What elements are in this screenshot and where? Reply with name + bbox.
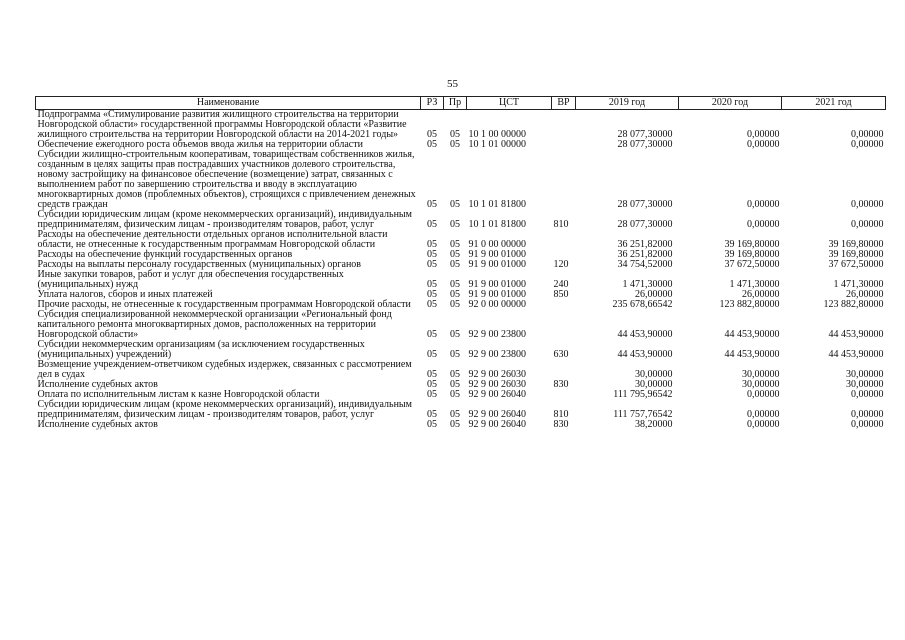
- cell-pr: 05: [450, 239, 460, 250]
- table-header-row: [36, 97, 886, 110]
- column-header-cst: ЦСТ: [467, 97, 552, 110]
- cell-rz: 05: [427, 279, 437, 290]
- cell-2020: 1 471,30000: [729, 279, 780, 290]
- cell-2020: 0,00000: [747, 409, 780, 420]
- cell-2019: 28 077,30000: [617, 129, 673, 140]
- cell-2020: 44 453,90000: [724, 329, 780, 340]
- cell-2019: 44 453,90000: [617, 349, 673, 360]
- cell-name: Исполнение судебных актов: [37, 379, 158, 390]
- cell-vr: 240: [553, 279, 569, 290]
- cell-2020: 0,00000: [747, 139, 780, 150]
- cell-pr: 05: [450, 199, 460, 210]
- cell-cst: 92 9 00 26040: [468, 419, 526, 430]
- cell-2020: 39 169,80000: [724, 249, 780, 260]
- cell-rz: 05: [427, 329, 437, 340]
- cell-rz: 05: [427, 299, 437, 310]
- cell-2020: 44 453,90000: [724, 349, 780, 360]
- table-row: [36, 210, 886, 230]
- cell-pr: 05: [450, 279, 460, 290]
- cell-2021: 39 169,80000: [828, 239, 884, 250]
- table-row: [36, 360, 886, 380]
- cell-vr: [552, 140, 576, 150]
- cell-2019: 30,00000: [635, 379, 673, 390]
- cell-2019: 28 077,30000: [617, 199, 673, 210]
- page-number: 55: [447, 78, 458, 90]
- cell-2021: 30,00000: [846, 369, 884, 380]
- column-header-rz: РЗ: [421, 97, 444, 110]
- cell-2019: 36 251,82000: [617, 249, 673, 260]
- cell-vr: 810: [553, 219, 569, 230]
- cell-rz: 05: [427, 249, 437, 260]
- cell-cst: 92 9 00 26030: [468, 369, 526, 380]
- cell-vr: 850: [553, 289, 569, 300]
- cell-pr: 05: [450, 349, 460, 360]
- cell-cst: 10 1 00 00000: [468, 129, 526, 140]
- cell-vr: 810: [553, 409, 569, 420]
- table-row: [36, 400, 886, 420]
- cell-vr: [552, 390, 576, 400]
- cell-2019: 28 077,30000: [617, 219, 673, 230]
- cell-pr: 05: [450, 219, 460, 230]
- cell-2019: 26,00000: [635, 289, 673, 300]
- cell-cst: 10 1 01 81800: [468, 199, 526, 210]
- cell-name: Расходы на выплаты персоналу государственных (муниципальных) органов: [37, 259, 362, 270]
- cell-cst: 10 1 01 00000: [468, 139, 526, 150]
- cell-2020: 0,00000: [747, 419, 780, 430]
- cell-2021: 0,00000: [851, 389, 884, 400]
- cell-rz: 05: [427, 129, 437, 140]
- cell-cst: 92 9 00 26040: [468, 409, 526, 420]
- cell-name: Возмещение учреждением-ответчиком судебных издержек, связанных с рассмотрением дел в судах: [37, 359, 412, 380]
- cell-2021: 0,00000: [851, 139, 884, 150]
- cell-pr: 05: [450, 299, 460, 310]
- table-body: [36, 110, 886, 431]
- cell-pr: 05: [450, 249, 460, 260]
- cell-2020: 0,00000: [747, 389, 780, 400]
- cell-vr: [552, 300, 576, 310]
- cell-2019: 28 077,30000: [617, 139, 673, 150]
- cell-2019: 34 754,52000: [617, 259, 673, 270]
- cell-rz: 05: [427, 239, 437, 250]
- cell-pr: 05: [450, 409, 460, 420]
- cell-2019: 38,20000: [635, 419, 673, 430]
- cell-vr: [552, 230, 576, 250]
- cell-rz: 05: [427, 139, 437, 150]
- table-row: [36, 310, 886, 340]
- cell-name: Подпрограмма «Стимулирование развития жилищного строительства на территории Новгородской области» государственной программы Новгородской области «Развитие жилищного строительства на территории Новгородской области на 2014-2021 годы»: [37, 109, 407, 140]
- cell-2021: 0,00000: [851, 129, 884, 140]
- cell-pr: 05: [450, 369, 460, 380]
- column-header-2021: 2021 год: [782, 97, 886, 110]
- cell-2021: 0,00000: [851, 199, 884, 210]
- cell-name: Уплата налогов, сборов и иных платежей: [37, 289, 213, 300]
- cell-2020: 26,00000: [742, 289, 780, 300]
- cell-rz: 05: [427, 289, 437, 300]
- cell-2019: 111 757,76542: [613, 409, 673, 420]
- cell-name: Расходы на обеспечение функций государственных органов: [37, 249, 293, 260]
- cell-name: Субсидия специализированной некоммерческой организации «Региональный фонд капитального ремонта многоквартирных домов, расположенных на территории Новгородской области»: [37, 309, 392, 340]
- cell-cst: 92 9 00 26040: [468, 389, 526, 400]
- cell-rz: 05: [427, 349, 437, 360]
- cell-2021: 37 672,50000: [828, 259, 884, 270]
- cell-vr: 120: [553, 259, 569, 270]
- cell-cst: 92 9 00 23800: [468, 329, 526, 340]
- cell-2021: 44 453,90000: [828, 349, 884, 360]
- cell-2020: 0,00000: [747, 199, 780, 210]
- cell-pr: 05: [450, 419, 460, 430]
- cell-cst: 91 9 00 01000: [468, 249, 526, 260]
- table-row: [36, 270, 886, 290]
- cell-rz: 05: [427, 259, 437, 270]
- cell-2021: 1 471,30000: [833, 279, 884, 290]
- cell-cst: 92 9 00 26030: [468, 379, 526, 390]
- cell-pr: 05: [450, 379, 460, 390]
- cell-2020: 0,00000: [747, 129, 780, 140]
- cell-rz: 05: [427, 379, 437, 390]
- cell-name: Иные закупки товаров, работ и услуг для обеспечения государственных (муниципальных) нужд: [37, 269, 344, 290]
- cell-cst: 91 9 00 01000: [468, 289, 526, 300]
- column-header-vr: ВР: [552, 97, 576, 110]
- cell-name: Прочие расходы, не отнесенные к государственным программам Новгородской области: [37, 299, 411, 310]
- table-row: [36, 230, 886, 250]
- cell-2020: 30,00000: [742, 369, 780, 380]
- cell-rz: 05: [427, 389, 437, 400]
- cell-2021: 0,00000: [851, 409, 884, 420]
- cell-vr: [552, 110, 576, 141]
- cell-vr: [552, 150, 576, 210]
- cell-vr: 830: [553, 379, 569, 390]
- cell-pr: 05: [450, 389, 460, 400]
- cell-rz: 05: [427, 199, 437, 210]
- cell-cst: 91 0 00 00000: [468, 239, 526, 250]
- budget-table: [35, 96, 886, 430]
- cell-cst: 92 9 00 23800: [468, 349, 526, 360]
- cell-vr: [552, 310, 576, 340]
- cell-2020: 37 672,50000: [724, 259, 780, 270]
- cell-2019: 235 678,66542: [612, 299, 673, 310]
- cell-name: Расходы на обеспечение деятельности отдельных органов исполнительной власти области, не отнесенные к государственным программам Новгородской области: [37, 229, 388, 250]
- table-row: [36, 150, 886, 210]
- cell-pr: 05: [450, 289, 460, 300]
- cell-vr: [552, 360, 576, 380]
- cell-2019: 1 471,30000: [622, 279, 673, 290]
- cell-2021: 39 169,80000: [828, 249, 884, 260]
- cell-pr: 05: [450, 129, 460, 140]
- cell-2020: 0,00000: [747, 219, 780, 230]
- cell-2020: 30,00000: [742, 379, 780, 390]
- cell-cst: 10 1 01 81800: [468, 219, 526, 230]
- cell-2019: 44 453,90000: [617, 329, 673, 340]
- cell-pr: 05: [450, 259, 460, 270]
- cell-2021: 0,00000: [851, 419, 884, 430]
- cell-cst: 91 9 00 01000: [468, 279, 526, 290]
- cell-rz: 05: [427, 369, 437, 380]
- cell-2019: 36 251,82000: [617, 239, 673, 250]
- cell-2020: 123 882,80000: [719, 299, 780, 310]
- cell-pr: 05: [450, 329, 460, 340]
- cell-2021: 0,00000: [851, 219, 884, 230]
- cell-name: Субсидии юридическим лицам (кроме некоммерческих организаций), индивидуальным предпринимателям, физическим лицам - производителям товаров, работ, услуг: [37, 209, 412, 230]
- cell-2020: 39 169,80000: [724, 239, 780, 250]
- column-header-name: Наименование: [36, 97, 421, 110]
- cell-2021: 44 453,90000: [828, 329, 884, 340]
- cell-rz: 05: [427, 419, 437, 430]
- column-header-pr: Пр: [444, 97, 467, 110]
- table-row: [36, 340, 886, 360]
- column-header-2020: 2020 год: [679, 97, 782, 110]
- table-row: [36, 420, 886, 430]
- cell-cst: 91 9 00 01000: [468, 259, 526, 270]
- cell-vr: 630: [553, 349, 569, 360]
- table-row: [36, 110, 886, 141]
- cell-2019: 111 795,96542: [613, 389, 673, 400]
- cell-2021: 123 882,80000: [823, 299, 884, 310]
- cell-name: Субсидии жилищно-строительным кооперативам, товариществам собственников жилья, созданным в целях защиты прав пострадавших участников долевого строительства, новому застройщику на финансовое обеспечение (возмещение) затрат, связанных с выполнением работ по завершению строительства и вводу в эксплуатацию многоквартирных домов (проблемных объектов), строящихся с привлечением денежных средств граждан: [37, 149, 416, 210]
- cell-2021: 30,00000: [846, 379, 884, 390]
- cell-rz: 05: [427, 219, 437, 230]
- cell-pr: 05: [450, 139, 460, 150]
- cell-name: Субсидии некоммерческим организациям (за исключением государственных (муниципальных) учреждений): [37, 339, 365, 360]
- cell-cst: 92 0 00 00000: [468, 299, 526, 310]
- cell-rz: 05: [427, 409, 437, 420]
- cell-2021: 26,00000: [846, 289, 884, 300]
- cell-name: Оплата по исполнительным листам к казне Новгородской области: [37, 389, 320, 400]
- cell-2019: 30,00000: [635, 369, 673, 380]
- cell-name: Субсидии юридическим лицам (кроме некоммерческих организаций), индивидуальным предпринимателям, физическим лицам - производителям товаров, работ, услуг: [37, 399, 412, 420]
- cell-name: Обеспечение ежегодного роста объемов ввода жилья на территории области: [37, 139, 363, 150]
- cell-vr: 830: [553, 419, 569, 430]
- column-header-2019: 2019 год: [576, 97, 679, 110]
- cell-name: Исполнение судебных актов: [37, 419, 158, 430]
